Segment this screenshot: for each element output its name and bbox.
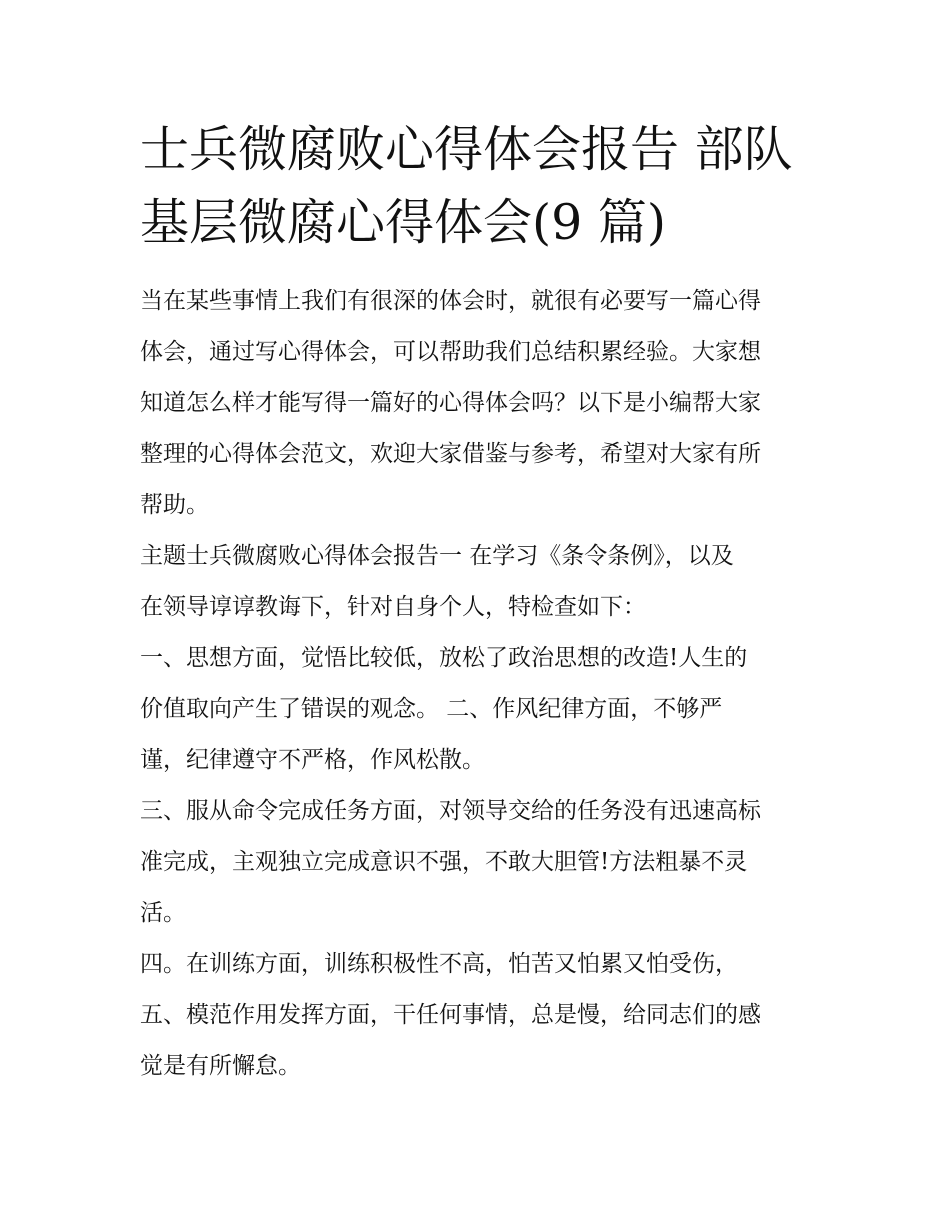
paragraph-line: 在领导谆谆教诲下，针对自身个人，特检查如下： (140, 594, 646, 620)
paragraph-line: 帮助。 (140, 492, 209, 518)
paragraph-line: 价值取向产生了错误的观念。 二、作风纪律方面，不够严 (140, 696, 723, 722)
paragraph-line: 体会，通过写心得体会，可以帮助我们总结积累经验。大家想 (140, 339, 761, 365)
paragraph-line: 三、服从命令完成任务方面，对领导交给的任务没有迅速高标 (140, 798, 761, 824)
paragraph-line: 活。 (140, 900, 186, 926)
paragraph-line: 主题士兵微腐败心得体会报告一 在学习《条令条例》，以及 (140, 543, 734, 569)
paragraph-line: 四。在训练方面，训练积极性不高，怕苦又怕累又怕受伤， (140, 951, 738, 977)
paragraph-line: 整理的心得体会范文，欢迎大家借鉴与参考，希望对大家有所 (140, 441, 761, 467)
title-line-2: 基层微腐心得体会(9 篇) (140, 194, 666, 251)
paragraph-line: 知道怎么样才能写得一篇好的心得体会吗？以下是小编帮大家 (140, 390, 761, 416)
paragraph-line: 觉是有所懈怠。 (140, 1053, 301, 1079)
paragraph-line: 当在某些事情上我们有很深的体会时，就很有必要写一篇心得 (140, 288, 761, 314)
paragraph-line: 谨，纪律遵守不严格，作风松散。 (140, 747, 485, 773)
document-title (140, 113, 830, 259)
paragraph-line: 五、模范作用发挥方面，干任何事情，总是慢，给同志们的感 (140, 1002, 761, 1028)
paragraph-line: 一、思想方面，觉悟比较低，放松了政治思想的改造!人生的 (140, 645, 748, 671)
paragraph-line: 准完成，主观独立完成意识不强，不敢大胆管!方法粗暴不灵 (140, 849, 748, 875)
title-line-1: 士兵微腐败心得体会报告 部队 (140, 121, 793, 178)
